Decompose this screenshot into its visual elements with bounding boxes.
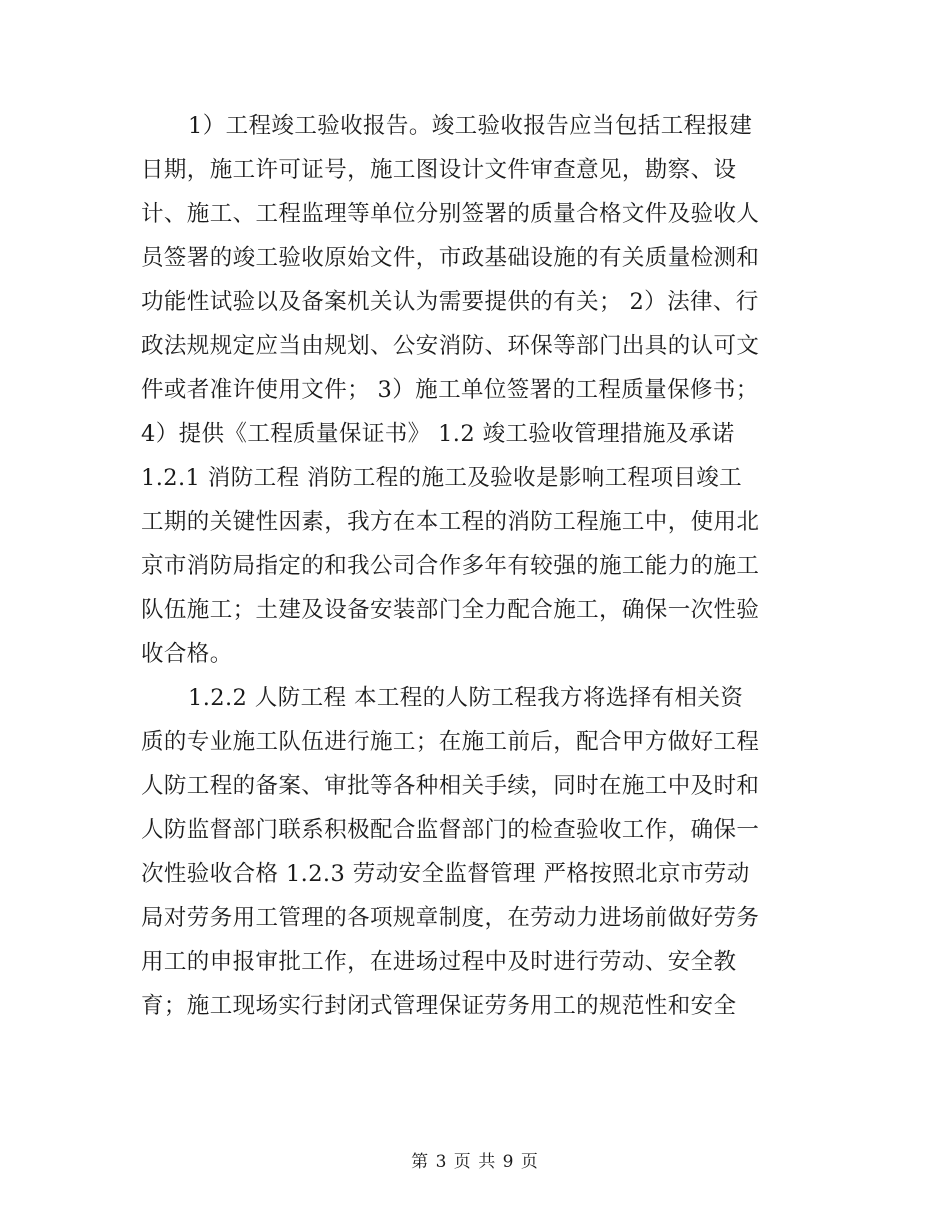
text-line: 4）提供《工程质量保证书》 1.2 竣工验收管理措施及承诺 <box>141 421 735 447</box>
text-line: 人防监督部门联系积极配合监督部门的检查验收工作，确保一 <box>141 817 760 843</box>
text-line: 1.2.2 人防工程 本工程的人防工程我方将选择有相关资 <box>188 685 744 711</box>
text-line: 1）工程竣工验收报告。竣工验收报告应当包括工程报建 <box>188 113 753 139</box>
text-line: 队伍施工；土建及设备安装部门全力配合施工，确保一次性验 <box>141 597 760 623</box>
text-line: 收合格。 <box>141 641 233 667</box>
text-line: 局对劳务用工管理的各项规章制度，在劳动力进场前做好劳务 <box>141 905 760 931</box>
text-line: 次性验收合格 1.2.3 劳动安全监督管理 严格按照北京市劳动 <box>141 861 750 887</box>
text-line: 件或者准许使用文件； 3）施工单位签署的工程质量保修书； <box>141 377 759 403</box>
text-line: 工期的关键性因素，我方在本工程的消防工程施工中，使用北 <box>141 509 760 535</box>
text-line: 员签署的竣工验收原始文件，市政基础设施的有关质量检测和 <box>141 245 760 271</box>
page-number-footer: 第 3 页 共 9 页 <box>411 1152 539 1172</box>
text-line: 质的专业施工队伍进行施工；在施工前后，配合甲方做好工程 <box>141 729 760 755</box>
text-line: 1.2.1 消防工程 消防工程的施工及验收是影响工程项目竣工 <box>141 465 743 491</box>
text-line: 育；施工现场实行封闭式管理保证劳务用工的规范性和安全 <box>141 993 737 1019</box>
text-line: 功能性试验以及备案机关认为需要提供的有关； 2）法律、行 <box>141 289 759 315</box>
text-line: 京市消防局指定的和我公司合作多年有较强的施工能力的施工 <box>141 553 760 579</box>
text-line: 政法规规定应当由规划、公安消防、环保等部门出具的认可文 <box>141 333 760 359</box>
text-line: 计、施工、工程监理等单位分别签署的质量合格文件及验收人 <box>141 201 760 227</box>
text-line: 用工的申报审批工作，在进场过程中及时进行劳动、安全教 <box>141 949 737 975</box>
text-line: 日期，施工许可证号，施工图设计文件审查意见，勘察、设 <box>141 157 737 183</box>
text-line: 人防工程的备案、审批等各种相关手续，同时在施工中及时和 <box>141 773 760 799</box>
